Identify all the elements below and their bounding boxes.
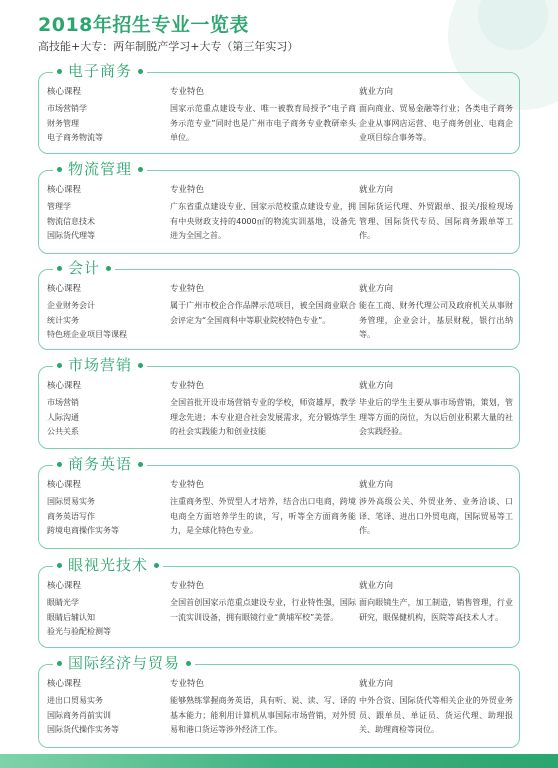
bullet-dot-icon — [57, 661, 62, 666]
feature-label: 专业特色 — [170, 87, 205, 97]
core-courses-label: 核心课程 — [47, 480, 82, 490]
feature-column — [170, 86, 356, 146]
section-header — [53, 159, 147, 179]
core-courses-label: 核心课程 — [47, 679, 82, 689]
section-header — [53, 454, 147, 474]
feature-column — [170, 184, 356, 244]
career-label: 就业方向 — [359, 381, 394, 391]
career-label: 就业方向 — [359, 679, 394, 689]
career-text: 中外合资、国际货代等相关企业的外贸业务员、跟单员、单证员、货运代理、助理报关、助理商检等岗位。 — [359, 696, 513, 734]
career-text: 国际货运代理、外贸跟单、报关/报检现场管理、国际货代专员、国际商务跟单等工作。 — [359, 202, 513, 240]
feature-text: 属于广州市校企合作品牌示范项目，被全国商业联合会评定为“全国商科中等职业院校特色专业”。 — [170, 301, 356, 325]
bullet-dot-icon — [57, 363, 62, 368]
section-title: 会计 — [68, 259, 101, 277]
course-item: 商务英语写作 — [47, 511, 95, 521]
core-courses-column — [47, 283, 167, 343]
course-item: 特色班企业项目等课程 — [47, 330, 127, 339]
feature-text: 全国首批开设市场营销专业的学校，师资雄厚，教学理念先进；本专业迎合社会发展需求，充分锻炼学生的社会实践能力和创业技能 — [170, 398, 356, 436]
bullet-dot-icon — [138, 167, 143, 172]
section-ecommerce — [38, 62, 520, 154]
feature-text: 国家示范重点建设专业、唯一被教育局授予“电子商务示范专业”同时也是广州市电子商务专业教研牵头单位。 — [170, 104, 356, 142]
core-courses-label: 核心课程 — [47, 87, 82, 97]
feature-label: 专业特色 — [170, 679, 205, 689]
section-header — [53, 355, 147, 375]
section-business-english — [38, 455, 520, 549]
bullet-dot-icon — [154, 563, 159, 568]
feature-text: 能够熟练掌握商务英语，具有听、说、读、写、译的基本能力；能利用计算机从事国际市场营销，对外贸易和港口货运等涉外经济工作。 — [170, 696, 356, 734]
career-label: 就业方向 — [359, 480, 394, 490]
course-item: 物流信息技术 — [47, 216, 95, 226]
section-title: 电子商务 — [68, 62, 133, 80]
core-courses-column — [47, 380, 167, 440]
feature-label: 专业特色 — [170, 284, 205, 294]
course-item: 国际商务肖前实训 — [47, 710, 111, 720]
bullet-dot-icon — [57, 167, 62, 172]
section-title: 国际经济与贸易 — [68, 654, 181, 672]
career-column — [359, 283, 513, 343]
bullet-dot-icon — [138, 462, 143, 467]
core-courses-column — [47, 86, 167, 146]
course-item: 眼睛后辅认知 — [47, 612, 95, 622]
course-item: 管理学 — [47, 202, 71, 211]
career-label: 就业方向 — [359, 581, 394, 591]
course-item: 公共关系 — [47, 427, 79, 436]
feature-column — [170, 283, 356, 328]
career-text: 毕业后的学生主要从事市场营销，策划，管理等方面的岗位，为以后创业积累大量的社会实践经验。 — [359, 398, 513, 436]
bullet-dot-icon — [138, 69, 143, 74]
feature-column — [170, 479, 356, 539]
section-header — [53, 555, 163, 575]
core-courses-label: 核心课程 — [47, 284, 82, 294]
feature-column — [170, 580, 356, 625]
feature-column — [170, 678, 356, 738]
section-header — [53, 61, 147, 81]
section-optometry — [38, 556, 520, 648]
career-column — [359, 479, 513, 539]
career-label: 就业方向 — [359, 185, 394, 195]
bullet-dot-icon — [57, 462, 62, 467]
section-international-trade — [38, 654, 520, 748]
course-item: 进出口贸易实务 — [47, 696, 103, 705]
career-text: 面向眼镜生产，加工制造，销售管理，行业研究，眼保健机构，医院等高技术人才。 — [359, 598, 513, 622]
course-item: 眼睛光学 — [47, 598, 79, 607]
core-courses-column — [47, 479, 167, 539]
page-title: 2018年招生专业一览表 — [38, 14, 249, 36]
course-item: 市场营销 — [47, 398, 79, 407]
feature-label: 专业特色 — [170, 381, 205, 391]
career-column — [359, 580, 513, 625]
feature-label: 专业特色 — [170, 581, 205, 591]
section-title: 市场营销 — [68, 356, 133, 374]
section-accounting — [38, 259, 520, 350]
feature-text: 广东省重点建设专业、国家示范校重点建设专业，拥有中央财政支持的4000㎡的物流实训基地，设备先进为全国之首。 — [170, 202, 356, 240]
course-item: 人际沟通 — [47, 412, 79, 422]
career-column — [359, 380, 513, 440]
section-title: 商务英语 — [68, 455, 133, 473]
section-title: 物流管理 — [68, 160, 133, 178]
core-courses-column — [47, 580, 167, 640]
bullet-dot-icon — [57, 266, 62, 271]
bullet-dot-icon — [57, 563, 62, 568]
career-label: 就业方向 — [359, 284, 394, 294]
core-courses-column — [47, 678, 167, 738]
section-marketing — [38, 356, 520, 449]
career-text: 能在工商、财务代理公司及政府机关从事财务管理，企业会计，基层财税，银行出纳等。 — [359, 301, 513, 339]
career-column — [359, 184, 513, 244]
course-item: 财务管理 — [47, 118, 79, 128]
career-column — [359, 678, 513, 738]
feature-label: 专业特色 — [170, 480, 205, 490]
bullet-dot-icon — [186, 661, 191, 666]
course-item: 市场营销学 — [47, 104, 87, 113]
core-courses-label: 核心课程 — [47, 381, 82, 391]
section-logistics — [38, 160, 520, 254]
career-text: 面向商业、贸易金融等行业；各类电子商务企业从事网店运营、电子商务创业、电商企业项目综合事务等。 — [359, 104, 513, 142]
course-item: 国际贸易实务 — [47, 497, 95, 506]
section-title: 眼视光技术 — [68, 556, 149, 574]
course-item: 国际货代理等 — [47, 231, 95, 240]
course-item: 企业财务会计 — [47, 301, 95, 310]
core-courses-label: 核心课程 — [47, 185, 82, 195]
bottom-decorative-bar — [0, 754, 558, 768]
bullet-dot-icon — [138, 363, 143, 368]
section-header — [53, 653, 195, 673]
bullet-dot-icon — [106, 266, 111, 271]
core-courses-column — [47, 184, 167, 244]
page-subtitle: 高技能+大专：两年制脱产学习+大专（第三年实习） — [38, 40, 299, 53]
feature-text: 全国首创国家示范重点建设专业，行业特性强，国际一流实训设备，拥有眼镜行业“黄埔军校”美誉。 — [170, 598, 356, 622]
course-item: 国际货代操作实务等 — [47, 725, 119, 734]
feature-label: 专业特色 — [170, 185, 205, 195]
bullet-dot-icon — [57, 69, 62, 74]
career-text: 涉外高级公关、外贸业务、业务洽谈、口译、笔译、进出口外贸电商，国际贸易等工作。 — [359, 497, 513, 535]
core-courses-label: 核心课程 — [47, 581, 82, 591]
career-column — [359, 86, 513, 146]
section-header — [53, 258, 115, 278]
career-label: 就业方向 — [359, 87, 394, 97]
course-item: 统计实务 — [47, 315, 79, 325]
course-item: 跨境电商操作实务等 — [47, 526, 119, 535]
feature-column — [170, 380, 356, 440]
feature-text: 注重商务型、外贸型人才培养，结合出口电商，跨境电商全方面培养学生的读，写，听等全方面商务能力，是全球化特色专业。 — [170, 497, 356, 535]
course-item: 验光与验配检测等 — [47, 627, 111, 636]
course-item: 电子商务物流等 — [47, 133, 103, 142]
